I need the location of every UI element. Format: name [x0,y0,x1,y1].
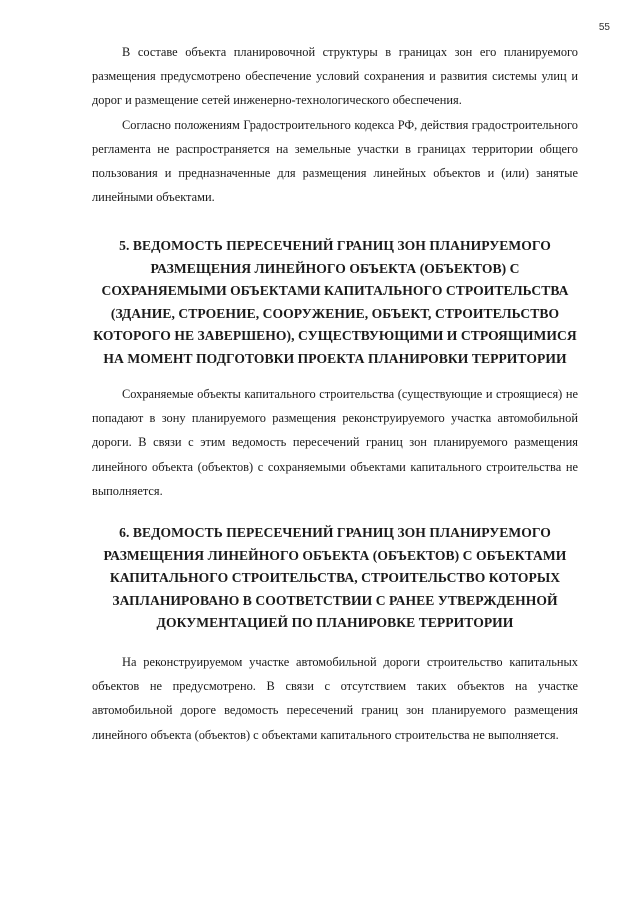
intro-paragraph-1: В составе объекта планировочной структуры в границах зон его планируемого размещения предусмотрено обеспечение условий сохранения и развития системы улиц и дорог и размещение сетей инженерно-технологического обеспечения. [92,45,578,108]
section-5-paragraph: Сохраняемые объекты капитального строительства (существующие и строящиеся) не попадают в зону планируемого размещения реконструируемого участка автомобильной дороги. В связи с этим ведомость пересечений границ зон планируемого размещения линейного объекта (объектов) с сохраняемыми объектами капитального строительства не выполняется. [92,387,578,498]
section-6 [92,522,578,635]
section-5-heading: 5. ВЕДОМОСТЬ ПЕРЕСЕЧЕНИЙ ГРАНИЦ ЗОН ПЛАНИРУЕМОГО РАЗМЕЩЕНИЯ ЛИНЕЙНОГО ОБЪЕКТА (ОБЪЕКТОВ) С СОХРАНЯЕМЫМИ ОБЪЕКТАМИ КАПИТАЛЬНОГО СТРОИТЕЛЬСТВА (ЗДАНИЕ, СТРОЕНИЕ, СООРУЖЕНИЕ, ОБЪЕКТ, СТРОИТЕЛЬСТВО КОТОРОГО НЕ ЗАВЕРШЕНО), СУЩЕСТВУЮЩИМИ И СТРОЯЩИМИСЯ НА МОМЕНТ ПОДГОТОВКИ ПРОЕКТА ПЛАНИРОВКИ ТЕРРИТОРИИ [93,238,577,366]
section-6-heading: 6. ВЕДОМОСТЬ ПЕРЕСЕЧЕНИЙ ГРАНИЦ ЗОН ПЛАНИРУЕМОГО РАЗМЕЩЕНИЯ ЛИНЕЙНОГО ОБЪЕКТА (ОБЪЕКТОВ) С ОБЪЕКТАМИ КАПИТАЛЬНОГО СТРОИТЕЛЬСТВА, СТРОИТЕЛЬСТВО КОТОРЫХ ЗАПЛАНИРОВАНО В СООТВЕТСТВИИ С РАНЕЕ УТВЕРЖДЕННОЙ ДОКУМЕНТАЦИЕЙ ПО ПЛАНИРОВКЕ ТЕРРИТОРИИ [103,525,567,631]
page-number: 55 [598,22,610,33]
section-6-body [92,650,578,747]
intro-section [92,40,578,209]
section-5 [92,235,578,371]
section-6-paragraph: На реконструируемом участке автомобильной дороги строительство капитальных объектов не предусмотрено. В связи с отсутствием таких объектов на участке автомобильной дороге ведомость пересечений границ зон планируемого размещения линейного объекта (объектов) с объектами капитального строительства не выполняется. [92,655,578,742]
section-5-body [92,382,578,503]
intro-paragraph-2: Согласно положениям Градостроительного кодекса РФ, действия градостроительного регламента не распространяется на земельные участки в границах территории общего пользования и предназначенные для размещения линейных объектов и (или) занятые линейными объектами. [92,117,578,205]
